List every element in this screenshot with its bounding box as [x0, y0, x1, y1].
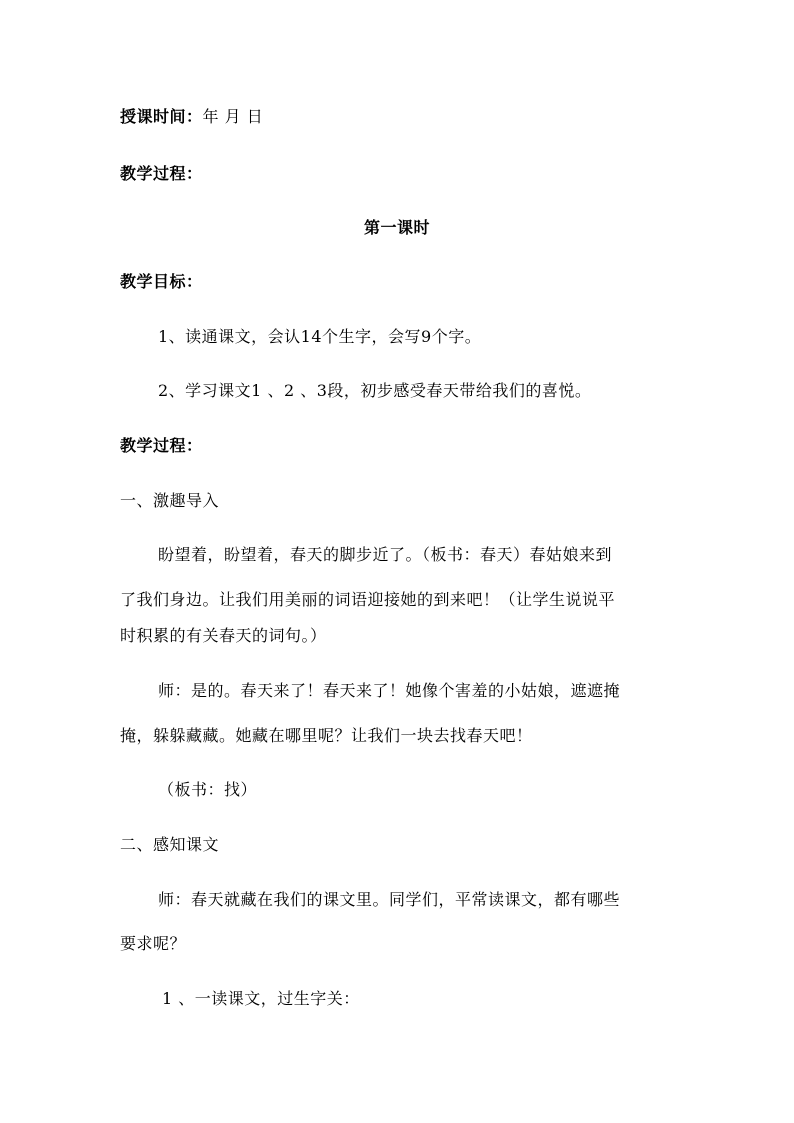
section-2-heading: 二、感知课文: [120, 835, 220, 854]
board-note: （板书：找）: [158, 780, 258, 799]
section-2-paragraph-1-line-2: 要求呢？: [120, 934, 187, 953]
section-1-paragraph-2-line-1: 师：是的。春天来了！春天来了！她像个害羞的小姑娘，遮遮掩: [158, 681, 621, 700]
process-heading-top: 教学过程：: [120, 164, 203, 183]
objectives-heading: 教学目标：: [120, 272, 203, 291]
section-1-paragraph-1-line-1: 盼望着，盼望着，春天的脚步近了。（板书：春天）春姑娘来到: [158, 545, 613, 564]
section-2-item-1: 1 、一读课文，过生字关：: [162, 989, 360, 1008]
lesson-title: 第一课时: [363, 218, 430, 237]
class-time-value: 年 月 日: [202, 107, 264, 126]
section-1-paragraph-1-line-2: 了我们身边。让我们用美丽的词语迎接她的到来吧！（让学生说说平: [120, 590, 616, 609]
class-time-label: 授课时间：: [120, 107, 203, 126]
section-1-heading: 一、激趣导入: [120, 491, 220, 510]
section-1-paragraph-2-line-2: 掩，躲躲藏藏。她藏在哪里呢？让我们一块去找春天吧！: [120, 726, 533, 745]
section-1-paragraph-1-line-3: 时积累的有关春天的词句。）: [120, 626, 327, 645]
section-2-paragraph-1-line-1: 师：春天就藏在我们的课文里。同学们，平常读课文，都有哪些: [158, 890, 621, 909]
objective-item-2: 2、学习课文1 、2 、3段，初步感受春天带给我们的喜悦。: [158, 381, 592, 400]
objective-item-1: 1、读通课文，会认14个生字，会写9个字。: [158, 327, 482, 346]
process-heading: 教学过程：: [120, 436, 203, 455]
class-time-line: [120, 107, 263, 127]
